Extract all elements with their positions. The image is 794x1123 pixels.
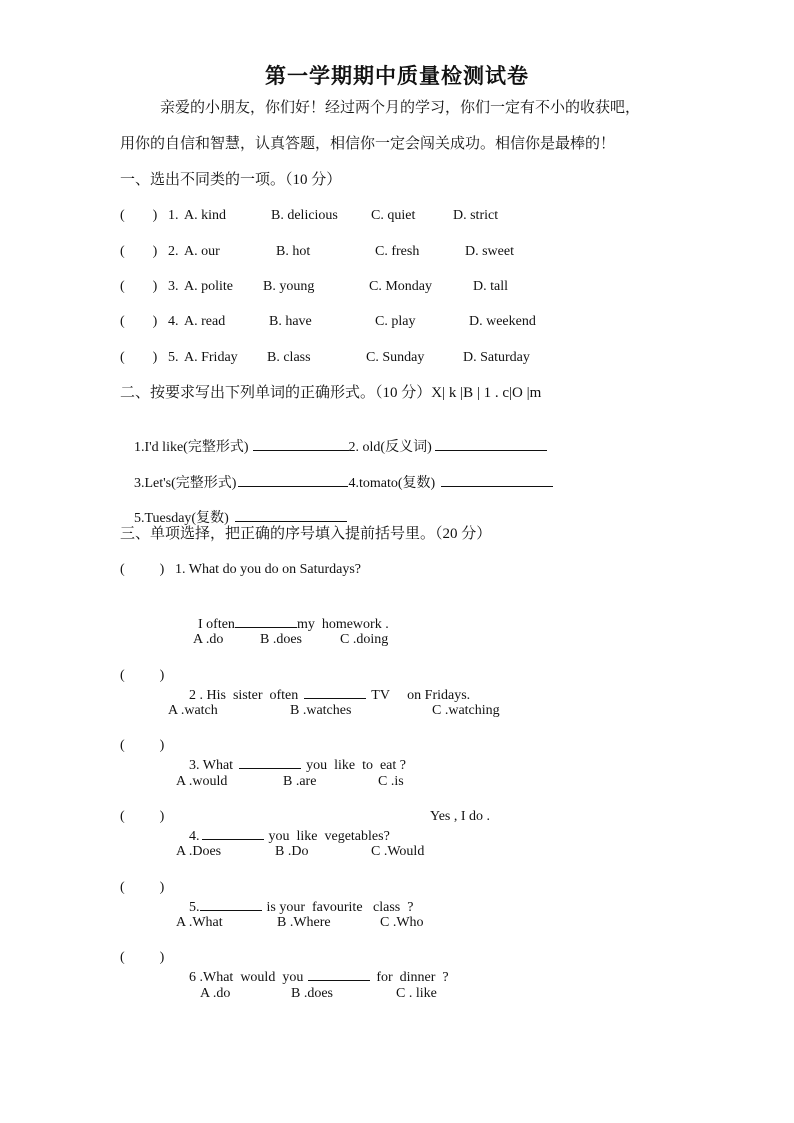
- option-b: B. class: [267, 350, 311, 365]
- answer-paren[interactable]: ( ): [120, 950, 165, 965]
- answer-blank[interactable]: [202, 826, 264, 840]
- option-b: B .does: [291, 986, 333, 1001]
- question-3-label: 3.Let's(完整形式): [134, 476, 237, 491]
- item-number: 2.: [168, 244, 179, 259]
- option-a: A. read: [184, 314, 226, 329]
- answer-blank[interactable]: [200, 897, 262, 911]
- option-b: B. hot: [276, 244, 311, 259]
- question-2-label: 2. old(反义词): [348, 440, 432, 455]
- option-c: C .doing: [340, 632, 389, 647]
- answer-blank[interactable]: [308, 967, 370, 981]
- answer-blank[interactable]: [235, 614, 297, 628]
- sub-post-text: my homework .: [296, 617, 389, 632]
- answer-paren[interactable]: ( ): [120, 809, 165, 824]
- answer-paren[interactable]: ( ): [120, 208, 158, 223]
- option-a: A .do: [193, 632, 224, 647]
- option-b: B. delicious: [271, 208, 338, 223]
- option-c: C . like: [396, 986, 437, 1001]
- answer-paren[interactable]: ( ): [120, 279, 158, 294]
- option-c: C. Sunday: [366, 350, 425, 365]
- option-d: D. tall: [473, 279, 508, 294]
- answer-paren[interactable]: ( ): [120, 562, 165, 577]
- answer-blank[interactable]: [304, 685, 366, 699]
- item-number: 1.: [168, 208, 179, 223]
- option-d: D. strict: [453, 208, 499, 223]
- option-c: C .Who: [380, 915, 424, 930]
- option-b: B .does: [260, 632, 302, 647]
- option-a: A. kind: [184, 208, 226, 223]
- option-c: C .watching: [432, 703, 500, 718]
- answer-paren[interactable]: ( ): [120, 314, 158, 329]
- option-c: C .is: [378, 774, 404, 789]
- stem-pre-text: 5.: [189, 900, 200, 915]
- option-a: A .What: [176, 915, 223, 930]
- item-number: 4.: [168, 314, 179, 329]
- option-b: B .are: [283, 774, 317, 789]
- intro-line-1: 亲爱的小朋友，你们好！经过两个月的学习，你们一定有不小的收获吧，: [160, 100, 641, 116]
- answer-blank[interactable]: [441, 473, 553, 487]
- option-a: A .Does: [176, 844, 222, 859]
- stem-post-text: you like vegetables?: [268, 829, 390, 844]
- sub-pre-text: I often: [198, 617, 235, 632]
- intro-line-2: 用你的自信和智慧，认真答题，相信你一定会闯关成功。相信你是最棒的！: [120, 136, 616, 152]
- option-d: D. weekend: [469, 314, 536, 329]
- answer-blank[interactable]: [239, 755, 301, 769]
- option-c: C. play: [375, 314, 416, 329]
- stem-pre-text: 6 .What would you: [189, 970, 304, 985]
- option-b: B .Where: [277, 915, 331, 930]
- question-stem: 1. What do you do on Saturdays?: [175, 562, 361, 577]
- question-4-label: 4.tomato(复数): [348, 476, 436, 491]
- option-a: A. our: [184, 244, 220, 259]
- answer-blank[interactable]: [238, 473, 348, 487]
- option-c: C .Would: [371, 844, 425, 859]
- answer-paren[interactable]: ( ): [120, 244, 158, 259]
- option-b: B .watches: [290, 703, 352, 718]
- answer-paren[interactable]: ( ): [120, 668, 165, 683]
- question-5-label: 5.Tuesday(复数): [134, 511, 229, 526]
- question-1-label: 1.I'd like(完整形式): [134, 440, 249, 455]
- sample-answer: Yes , I do .: [430, 809, 491, 824]
- stem-post-text: TV on Fridays.: [371, 688, 471, 703]
- answer-blank[interactable]: [235, 508, 347, 522]
- option-a: A. Friday: [184, 350, 238, 365]
- stem-pre-text: 3. What: [189, 758, 234, 773]
- stem-pre-text: 2 . His sister often: [189, 688, 299, 703]
- option-d: D. Saturday: [463, 350, 530, 365]
- item-number: 5.: [168, 350, 179, 365]
- option-b: B. have: [269, 314, 312, 329]
- answer-paren[interactable]: ( ): [120, 350, 158, 365]
- option-b: B. young: [263, 279, 315, 294]
- stem-post-text: you like to eat ?: [306, 758, 406, 773]
- section1-heading: 一、选出不同类的一项。（10 分）: [120, 172, 342, 188]
- exam-title: 第一学期期中质量检测试卷: [265, 64, 529, 88]
- answer-paren[interactable]: ( ): [120, 738, 165, 753]
- answer-blank[interactable]: [435, 437, 547, 451]
- section3-heading: 三、单项选择，把正确的序号填入提前括号里。（20 分）: [120, 526, 492, 542]
- option-a: A. polite: [184, 279, 233, 294]
- option-d: D. sweet: [465, 244, 514, 259]
- item-number: 3.: [168, 279, 179, 294]
- answer-paren[interactable]: ( ): [120, 880, 165, 895]
- option-c: C. quiet: [371, 208, 416, 223]
- answer-blank[interactable]: [253, 437, 349, 451]
- option-c: C. Monday: [369, 279, 432, 294]
- stem-pre-text: 4.: [189, 829, 200, 844]
- section2-heading: 二、按要求写出下列单词的正确形式。（10 分）X| k |B | 1 . c|O |m: [120, 385, 542, 401]
- option-a: A .watch: [168, 703, 218, 718]
- option-b: B .Do: [275, 844, 309, 859]
- option-a: A .would: [176, 774, 228, 789]
- option-c: C. fresh: [375, 244, 420, 259]
- stem-post-text: is your favourite class ?: [266, 900, 414, 915]
- option-a: A .do: [200, 986, 231, 1001]
- stem-post-text: for dinner ?: [376, 970, 449, 985]
